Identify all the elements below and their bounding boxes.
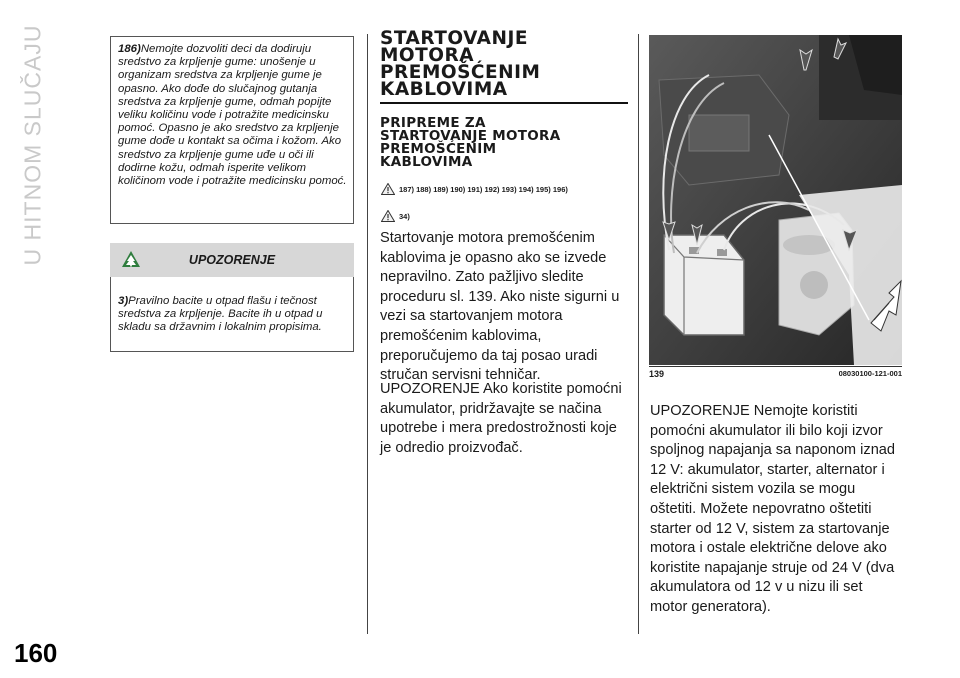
warning-paragraph-1: UPOZORENJE Ako koristite pomoćni akumulator, pridržavajte se načina upotrebe i mera predostrožnosti koje je odredio proizvođač. [380,381,622,456]
note-box-186 [110,36,354,224]
sub-heading-line-2: STARTOVANJE MOTORA [380,128,561,144]
note-refs-text: 34) [399,211,410,221]
figure-code: 08030100-121-001 [838,369,902,378]
warning-paragraph [118,295,347,335]
main-heading-line-4: KABLOVIMA [380,79,508,100]
section-title-vertical [10,24,56,266]
heading-rule [380,102,628,104]
jump-start-illustration [649,35,902,365]
page-number: 160 [14,638,58,668]
jump-start-drawing [649,35,902,365]
figure-number: 139 [649,369,665,379]
main-heading [380,30,630,98]
sub-heading-line-4: KABLOVIMA [380,154,473,170]
warning-text: Pravilno bacite u otpad flašu i tečnost sredstva za krpljenje. Bacite ih u otpad u skladu sa državnim i lokalnim propisima. [118,295,323,334]
main-heading-line-1: STARTOVANJE [380,28,528,49]
main-heading-line-2: MOTORA [380,45,475,66]
note-186-number: 186) [118,43,141,55]
warning-header [110,243,354,277]
warning-refs-text: 187) 188) 189) 190) 191) 192) 193) 194) 195) 196) [399,184,568,194]
warning-box [110,277,354,352]
warning-number: 3) [118,295,129,307]
sub-heading-line-1: PRIPREME ZA [380,115,486,131]
intro-paragraph: Startovanje motora premošćenim kablovima je opasno ako se izvede nepravilno. Zato pažljivo sledite proceduru sl. 139. Ako niste sigurni u vezi sa startovanjem motora premošćenim kablovima, preporučujemo da taj posao uradi stručan servisni tehničar. [380,230,620,384]
warning-refs [381,183,568,195]
column-divider-left [367,34,368,634]
main-heading-line-3: PREMOŠĆENIM [380,62,541,83]
warning-triangle-icon [381,183,395,195]
sub-heading-line-3: PREMOŠĆENIM [380,141,497,157]
warning-paragraph-2: UPOZORENJE Nemojte koristiti pomoćni akumulator ili bilo koji izvor spoljnog napajanja sa naponom iznad 12 V: akumulator, starter, alternator i električni sistem vozila se mogu oštetiti. Možete nepovratno oštetiti starter od 12 V, sistem za startovanje motora i ostale električne delove ako koristite napajanje struje od 24 V (dva akumulatora od 12 v u nizu ili set motor generatora). [650,403,896,615]
sub-heading [380,117,630,169]
warning-title: UPOZORENJE [188,253,276,267]
column-divider-right [638,34,639,634]
note-186-text: Nemojte dozvoliti deci da dodiruju sredstvo za krpljenje gume: unošenje u organizam sredstva za krpljenje gume je opasno. Ako dođe do slučajnog gutanja sredstva za krpljenje gume, odmah popijte veliku količinu vode i potražite medicinsku pomoć. Opasno je ako sredstvo za krpljenje gume dođe u kontakt sa očima i kožom. Ako sredstvo za krpljenje gume uđe u oči ili dodirne kožu, odmah isperite velikom količinom vode i potražite medicinsku pomoć. [118,43,347,188]
figure-caption-rule [649,366,902,367]
section-title-text: U HITNOM SLUČAJU [19,24,46,266]
note-refs [381,210,410,222]
note-186-paragraph [118,43,347,188]
note-triangle-icon [381,210,395,222]
